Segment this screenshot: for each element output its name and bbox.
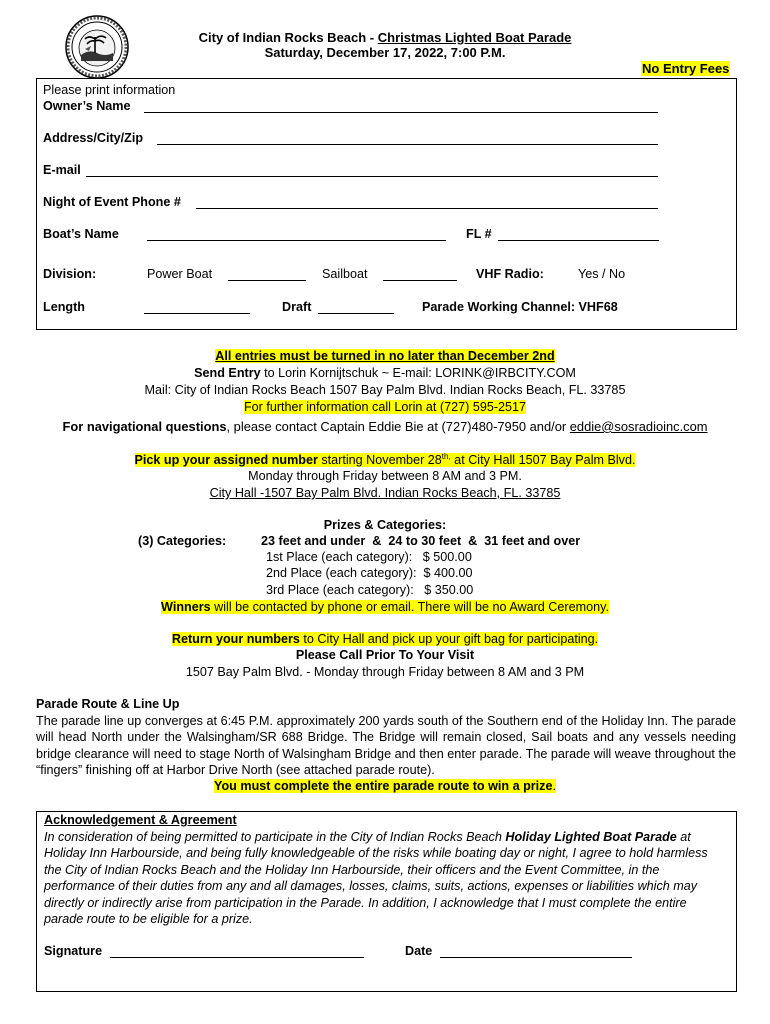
categories-list: 23 feet and under & 24 to 30 feet & 31 feet and over bbox=[261, 534, 581, 548]
call-prior: Please Call Prior To Your Visit bbox=[295, 648, 475, 662]
return-line bbox=[0, 632, 770, 646]
document-title bbox=[0, 30, 770, 45]
division-label: Division: bbox=[43, 267, 97, 281]
email-label: E-mail bbox=[43, 163, 81, 177]
send-entry-label: Send Entry bbox=[194, 366, 261, 380]
info-call-line bbox=[0, 400, 770, 414]
send-entry-contact: to Lorin Kornijtschuk ~ E-mail: LORINK@IRBCITY.COM bbox=[260, 366, 576, 380]
boat-name-field[interactable] bbox=[147, 228, 446, 241]
route-heading: Parade Route & Line Up bbox=[36, 697, 180, 711]
pickup-address: City Hall -1507 Bay Palm Blvd. Indian Rocks Beach, FL. 33785 bbox=[209, 486, 561, 500]
entry-deadline: All entries must be turned in no later than December 2nd bbox=[215, 349, 555, 363]
pickup-address-line bbox=[0, 486, 770, 500]
address-field[interactable] bbox=[157, 132, 658, 145]
fl-number-label: FL # bbox=[466, 227, 492, 241]
draft-label: Draft bbox=[282, 300, 312, 314]
navigation-email-link[interactable]: eddie@sosradioinc.com bbox=[569, 419, 708, 434]
draft-field[interactable] bbox=[318, 301, 394, 314]
form-instruction: Please print information bbox=[43, 83, 176, 97]
pickup-start: starting November 28 bbox=[317, 453, 442, 468]
sailboat-field[interactable] bbox=[383, 268, 457, 281]
working-channel: Parade Working Channel: VHF68 bbox=[422, 300, 618, 314]
winners-label: Winners bbox=[161, 600, 211, 614]
ack-text-part1: In consideration of being permitted to participate in the City of Indian Rocks Beach bbox=[44, 830, 506, 844]
pickup-sup: th, bbox=[441, 452, 451, 461]
pickup-hours: Monday through Friday between 8 AM and 3 PM. bbox=[248, 469, 522, 483]
mail-address: Mail: City of Indian Rocks Beach 1507 Bay Palm Blvd. Indian Rocks Beach, FL. 33785 bbox=[144, 383, 626, 397]
winners-note: will be contacted by phone or email. There will be no Award Ceremony. bbox=[210, 600, 609, 614]
power-boat-label: Power Boat bbox=[147, 267, 213, 281]
navigation-contact-line bbox=[0, 419, 770, 434]
categories-label: (3) Categories: bbox=[138, 534, 227, 548]
vhf-radio-label: VHF Radio: bbox=[476, 267, 544, 281]
date-label: Date bbox=[405, 944, 433, 958]
prize-first: 1st Place (each category): $ 500.00 bbox=[266, 550, 472, 564]
return-address: 1507 Bay Palm Blvd. - Monday through Friday between 8 AM and 3 PM bbox=[185, 665, 585, 679]
sailboat-label: Sailboat bbox=[322, 267, 368, 281]
title-prefix: City of Indian Rocks Beach - bbox=[198, 30, 378, 45]
send-entry-line bbox=[0, 366, 770, 380]
acknowledgement-heading: Acknowledgement & Agreement bbox=[44, 813, 237, 827]
phone-field[interactable] bbox=[196, 196, 658, 209]
length-field[interactable] bbox=[144, 301, 250, 314]
event-date: Saturday, December 17, 2022, 7:00 P.M. bbox=[264, 45, 506, 60]
fl-number-field[interactable] bbox=[498, 228, 659, 241]
prize-third: 3rd Place (each category): $ 350.00 bbox=[266, 583, 474, 597]
info-call: For further information call Lorin at (727) 595-2517 bbox=[243, 400, 527, 414]
no-entry-fees-badge: No Entry Fees bbox=[642, 61, 730, 76]
return-label: Return your numbers bbox=[171, 632, 300, 646]
pickup-label: Pick up your assigned number bbox=[134, 453, 318, 468]
email-field[interactable] bbox=[86, 164, 658, 177]
power-boat-field[interactable] bbox=[228, 268, 306, 281]
event-name: Christmas Lighted Boat Parade bbox=[377, 30, 572, 45]
owner-name-label: Owner’s Name bbox=[43, 99, 131, 113]
route-requirement-line: You must complete the entire parade route to win a prize. bbox=[214, 779, 556, 793]
signature-label: Signature bbox=[44, 944, 103, 958]
winners-line bbox=[0, 600, 770, 614]
route-description: The parade line up converges at 6:45 P.M. approximately 200 yards south of the Southern end of the Holiday Inn. The parade will head North under the Walsingham/SR 688 Bridge. The Bridge will remain closed, Sail boats and any vessels needing bridge clearance will need to stage North of Walsingham Bridge and then enter parade. The parade will weave throughout the “fingers” finishing off at Harbor Drive North (see attached parade route). bbox=[36, 714, 736, 778]
vhf-radio-options[interactable]: Yes / No bbox=[578, 267, 626, 281]
ack-event-name: Holiday Lighted Boat Parade bbox=[505, 830, 677, 844]
ack-text-part2: at Holiday Inn Harbourside, and being fully knowledgeable of the risks while boating day or night, I agree to hold harmless the City of Indian Rocks Beach and the Holiday Inn Harbourside, their officers and the Event Committee, in the performance of their duties from any and all damages, losses, claims, suits, actions, expenses or liabilities which may directly or indirectly arise from participation in the Parade. In addition, I acknowledge that I must complete the entire parade route to be eligible for a prize. bbox=[44, 830, 708, 927]
entry-deadline-line bbox=[0, 349, 770, 363]
pickup-location: at City Hall 1507 Bay Palm Blvd. bbox=[450, 453, 636, 468]
route-requirement: You must complete the entire parade route to win a prize bbox=[214, 779, 553, 793]
acknowledgement-text bbox=[44, 829, 724, 927]
phone-label: Night of Event Phone # bbox=[43, 195, 181, 209]
navigation-contact: , please contact Captain Eddie Bie at (727)480-7950 and/or bbox=[226, 419, 570, 434]
prizes-heading: Prizes & Categories: bbox=[323, 518, 447, 532]
pickup-line bbox=[0, 452, 770, 467]
date-field[interactable] bbox=[440, 945, 632, 958]
prize-second: 2nd Place (each category): $ 400.00 bbox=[266, 566, 473, 580]
navigation-label: For navigational questions bbox=[62, 419, 227, 434]
length-label: Length bbox=[43, 300, 85, 314]
boat-name-label: Boat’s Name bbox=[43, 227, 119, 241]
address-label: Address/City/Zip bbox=[43, 131, 144, 145]
owner-name-field[interactable] bbox=[144, 100, 658, 113]
return-note: to City Hall and pick up your gift bag for participating. bbox=[299, 632, 599, 646]
signature-field[interactable] bbox=[110, 945, 364, 958]
